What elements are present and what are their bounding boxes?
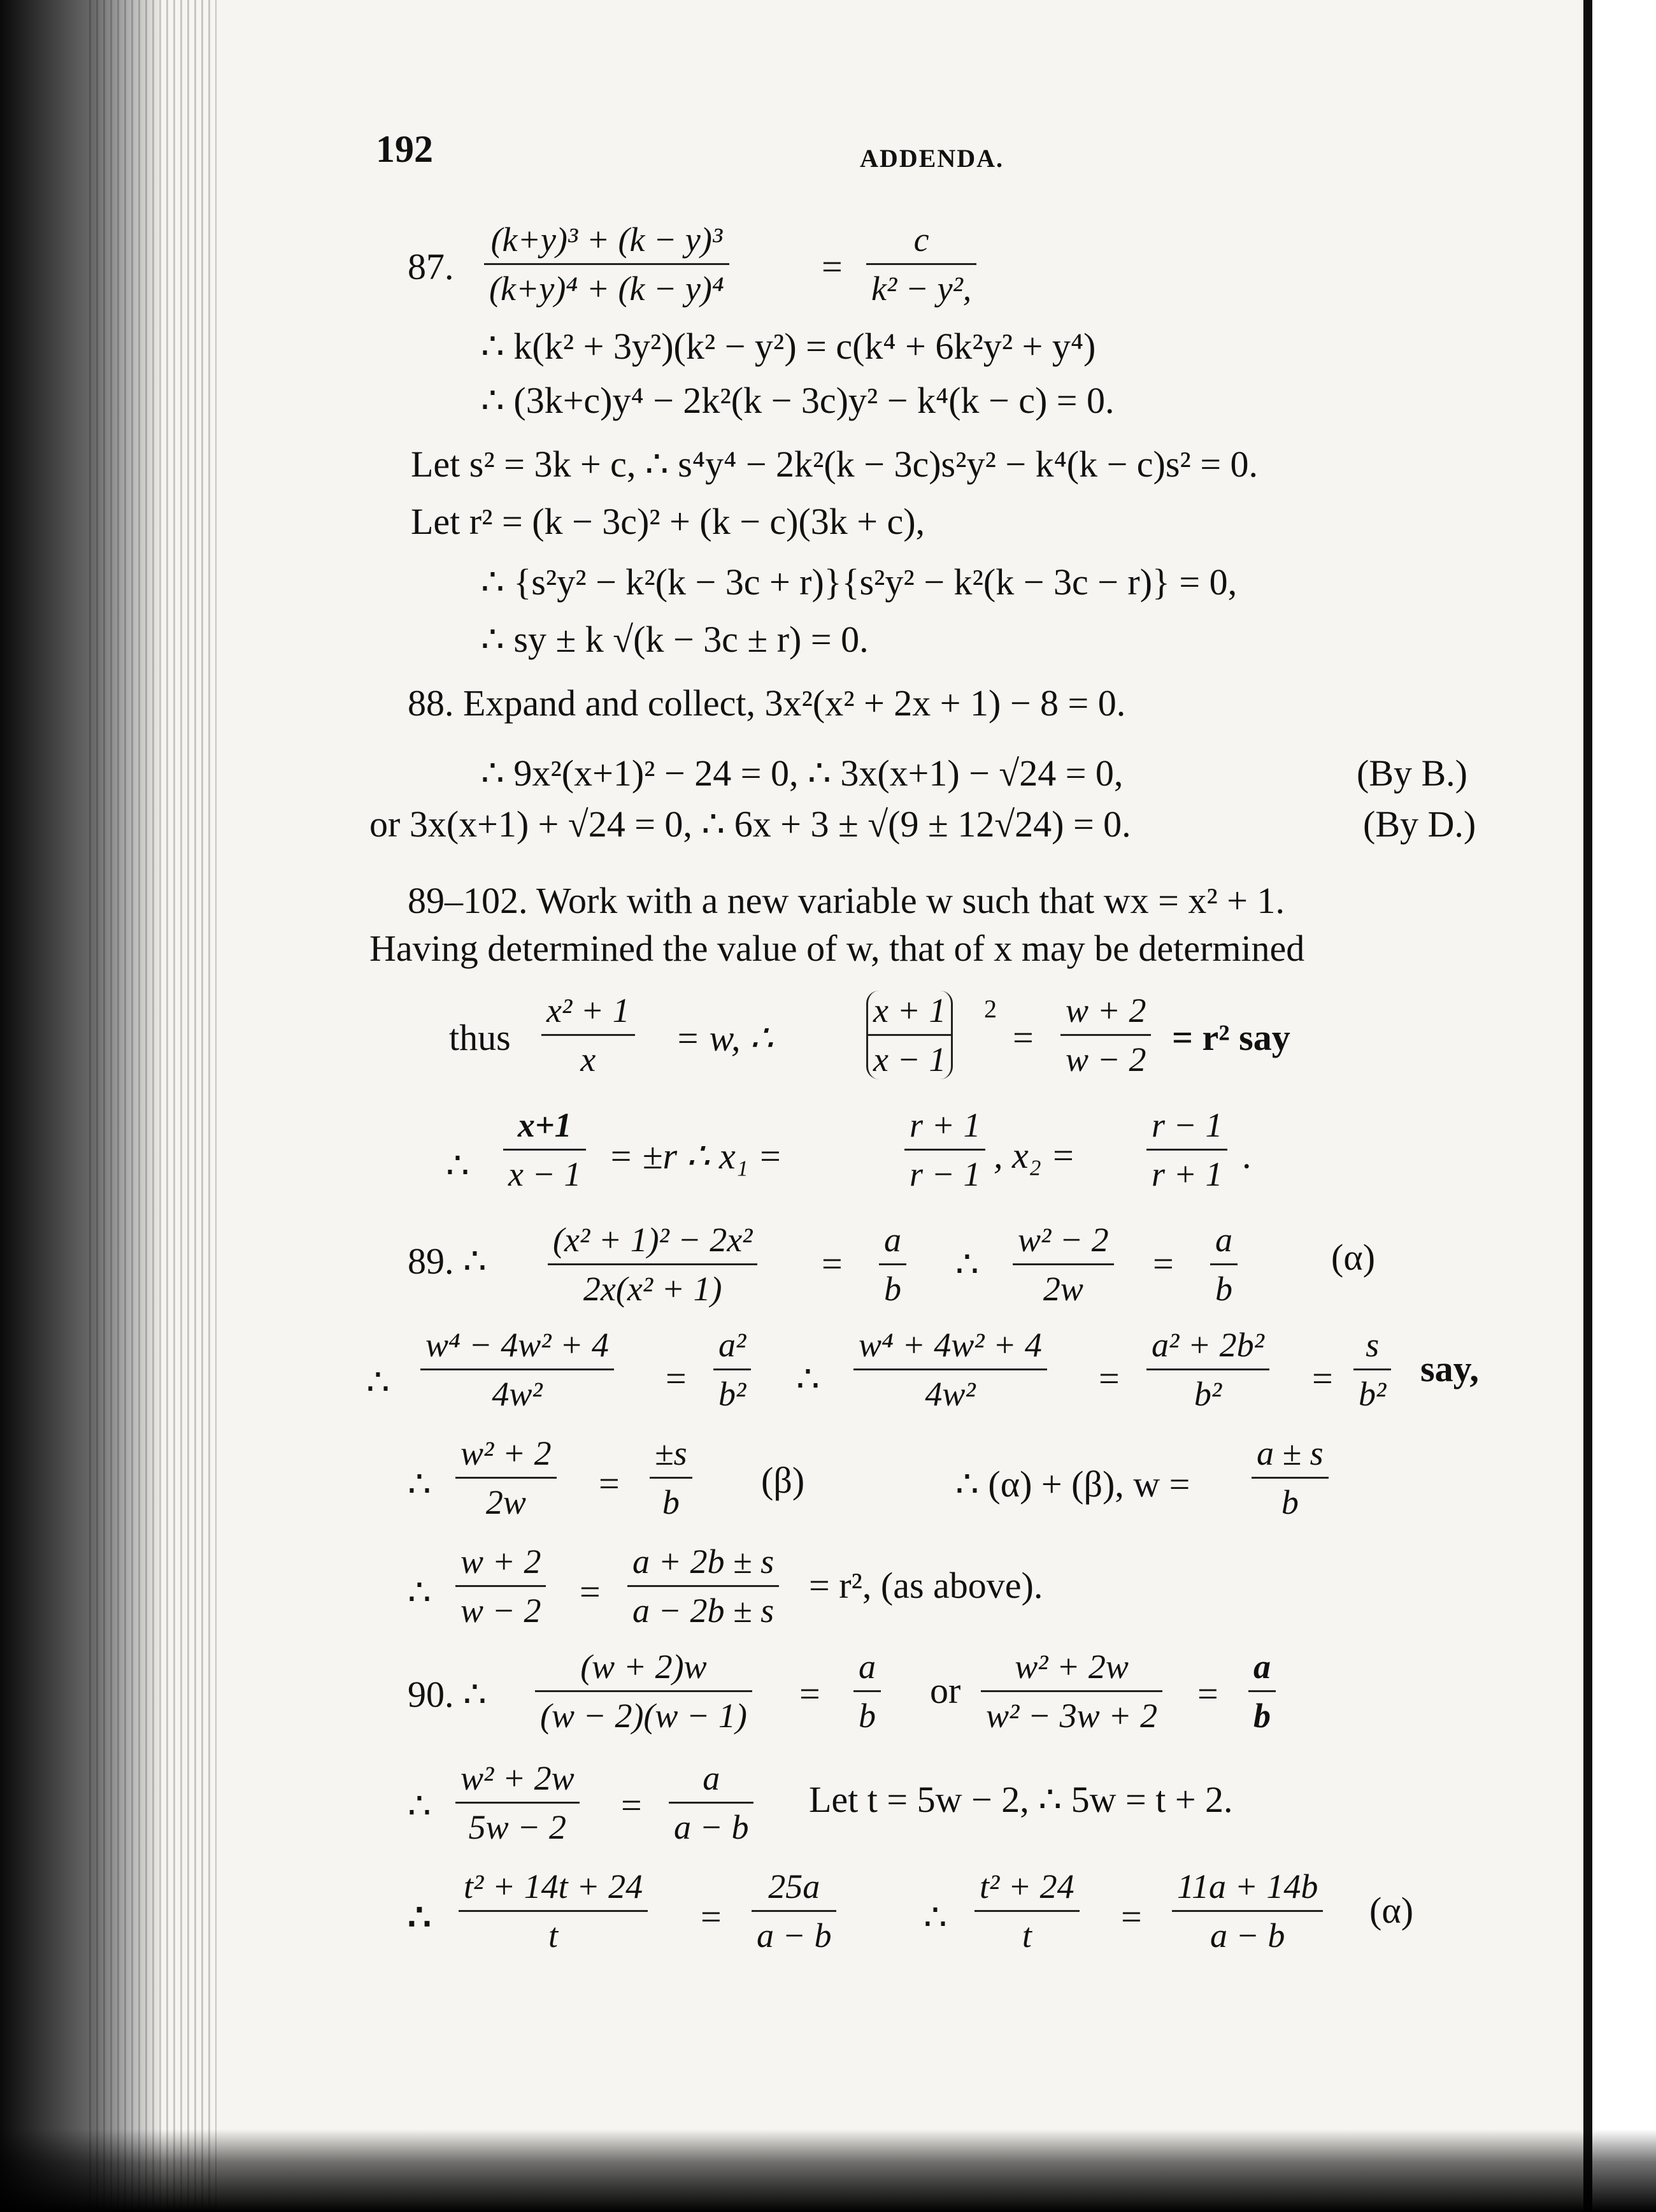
period: . — [1242, 1135, 1252, 1176]
fraction-numerator: (k+y)³ + (k − y)³ — [484, 220, 729, 265]
fraction-numerator: (x² + 1)² − 2x² — [548, 1220, 757, 1265]
fraction-numerator: r + 1 — [904, 1105, 985, 1151]
fraction-denominator: (k+y)⁴ + (k − y)⁴ — [489, 269, 724, 308]
fraction — [420, 1325, 614, 1414]
therefore-symbol: ∴ — [366, 1361, 390, 1403]
bottom-shadow — [0, 2129, 1656, 2212]
fraction — [1252, 1433, 1329, 1522]
problem-89-label: 89. ∴ — [408, 1240, 487, 1282]
fraction-numerator: x² + 1 — [541, 991, 635, 1036]
equation-tail: = r² say — [1172, 1017, 1290, 1058]
fraction-numerator: w + 2 — [1060, 991, 1151, 1036]
fraction-numerator: w⁴ − 4w² + 4 — [420, 1325, 614, 1370]
equals-sign: = — [1312, 1358, 1333, 1399]
fraction-numerator: t² + 14t + 24 — [459, 1867, 648, 1912]
equation-line: ∴ {s²y² − k²(k − 3c + r)}{s²y² − k²(k − 3c − r)} = 0, — [481, 561, 1238, 603]
fraction-numerator: t² + 24 — [974, 1867, 1080, 1912]
equals-sign: = — [621, 1785, 642, 1826]
fraction-numerator: s — [1353, 1325, 1391, 1370]
fraction — [548, 1220, 757, 1309]
fraction — [455, 1542, 546, 1630]
equation-connector: , x₂ = — [994, 1135, 1076, 1176]
fraction-numerator: x + 1 — [868, 991, 951, 1036]
fraction-numerator: x+1 — [503, 1105, 586, 1151]
fraction-denominator: t — [1022, 1916, 1032, 1955]
fraction-denominator: b — [859, 1697, 876, 1735]
therefore-symbol: ∴ — [408, 1785, 431, 1827]
fraction — [455, 1758, 580, 1847]
equation-tag: (α) — [1369, 1890, 1414, 1931]
fraction-denominator: b² — [1359, 1375, 1387, 1414]
fraction-denominator: k² − y², — [871, 269, 972, 308]
fraction — [1248, 1647, 1276, 1735]
equals-sign: = — [580, 1571, 601, 1612]
page-number: 192 — [376, 128, 433, 170]
word-thus: thus — [449, 1017, 511, 1058]
fraction — [752, 1867, 836, 1955]
fraction-denominator: (w − 2)(w − 1) — [540, 1697, 747, 1735]
equals-sign: = — [599, 1463, 620, 1504]
fraction-numerator: w² − 2 — [1013, 1220, 1114, 1265]
fraction-denominator: w − 2 — [1066, 1040, 1146, 1079]
therefore-symbol: ∴ — [924, 1897, 947, 1938]
right-margin-border — [1583, 0, 1656, 2212]
fraction-denominator: 2w — [485, 1483, 526, 1522]
equals-sign: = — [1121, 1896, 1142, 1937]
equation-connector: ∴ (α) + (β), w = — [955, 1463, 1190, 1505]
fraction-denominator: 2x(x² + 1) — [583, 1270, 722, 1309]
equation-line: Let t = 5w − 2, ∴ 5w = t + 2. — [809, 1779, 1233, 1820]
fraction-denominator: x — [580, 1040, 596, 1079]
fraction — [1353, 1325, 1391, 1414]
equation-tag: (α) — [1331, 1237, 1376, 1278]
equation-line: or 3x(x+1) + √24 = 0, ∴ 6x + 3 ± √(9 ± 12√24) = 0. — [369, 803, 1131, 845]
word-say: say, — [1420, 1348, 1479, 1390]
fraction-denominator: 5w − 2 — [468, 1808, 567, 1847]
fraction-denominator: a − b — [757, 1916, 832, 1955]
fraction-numerator: a — [1248, 1647, 1276, 1692]
reference-note: (By B.) — [1357, 752, 1467, 794]
therefore-symbol: ∴ — [408, 1897, 431, 1938]
fraction-numerator: a + 2b ± s — [627, 1542, 779, 1587]
equation-line: ∴ sy ± k √(k − 3c ± r) = 0. — [481, 619, 869, 660]
fraction-denominator: 4w² — [925, 1375, 976, 1414]
fraction-numerator: a — [1210, 1220, 1238, 1265]
fraction — [535, 1647, 752, 1735]
fraction-denominator: a − 2b ± s — [632, 1591, 774, 1630]
fraction-numerator: r − 1 — [1146, 1105, 1227, 1151]
equals-sign: = — [1099, 1358, 1120, 1399]
problem-89-102-statement: 89–102. Work with a new variable w such that wx = x² + 1. — [408, 880, 1285, 921]
fraction-numerator: a — [879, 1220, 906, 1265]
fraction — [459, 1867, 648, 1955]
fraction-numerator: (w + 2)w — [535, 1647, 752, 1692]
equals-sign: = — [1013, 1017, 1034, 1058]
fraction — [853, 1325, 1047, 1414]
fraction-denominator: r − 1 — [910, 1155, 981, 1194]
equals-sign: = — [1153, 1243, 1174, 1284]
fraction-denominator: x − 1 — [873, 1040, 946, 1079]
reference-note: (By D.) — [1363, 803, 1476, 845]
fraction-denominator: b² — [718, 1375, 746, 1414]
fraction — [541, 991, 635, 1079]
fraction-denominator: r + 1 — [1152, 1155, 1223, 1194]
fraction — [650, 1433, 692, 1522]
therefore-symbol: ∴ — [408, 1572, 431, 1613]
fraction-denominator: a − b — [674, 1808, 749, 1847]
therefore-symbol: ∴ — [408, 1463, 431, 1505]
fraction-denominator: b — [1253, 1697, 1271, 1735]
fraction-numerator: a — [669, 1758, 753, 1804]
paragraph-line: Having determined the value of w, that of x may be determined — [369, 928, 1305, 969]
fraction — [627, 1542, 779, 1630]
fraction — [669, 1758, 753, 1847]
fraction-denominator: b — [884, 1270, 901, 1309]
equation-line: ∴ k(k² + 3y²)(k² − y²) = c(k⁴ + 6k²y² + y⁴) — [481, 326, 1096, 367]
fraction-numerator: c — [866, 220, 976, 265]
page-edges — [89, 0, 217, 2212]
fraction-denominator: 2w — [1043, 1270, 1083, 1309]
fraction-denominator: w² − 3w + 2 — [986, 1697, 1158, 1735]
fraction-numerator: a² + 2b² — [1146, 1325, 1269, 1370]
fraction — [904, 1105, 985, 1194]
fraction-numerator: ±s — [650, 1433, 692, 1479]
fraction — [1060, 991, 1151, 1079]
fraction-numerator: a ± s — [1252, 1433, 1329, 1479]
problem-87-rhs-fraction — [866, 220, 976, 308]
problem-87-fraction — [484, 220, 729, 308]
fraction-denominator: t — [548, 1916, 559, 1955]
therefore-symbol: ∴ — [796, 1358, 820, 1400]
equation-connector: = w, ∴ — [675, 1017, 773, 1059]
fraction-denominator: b — [662, 1483, 680, 1522]
problem-87-label: 87. — [408, 246, 454, 287]
fraction-denominator: b — [1215, 1270, 1232, 1309]
fraction — [1146, 1325, 1269, 1414]
fraction — [713, 1325, 751, 1414]
fraction-numerator: a² — [713, 1325, 751, 1370]
fraction-denominator: 4w² — [492, 1375, 543, 1414]
fraction-numerator: 25a — [752, 1867, 836, 1912]
equals-sign: = — [701, 1896, 722, 1937]
equation-line: ∴ 9x²(x+1)² − 24 = 0, ∴ 3x(x+1) − √24 = 0, — [481, 752, 1124, 794]
fraction — [879, 1220, 906, 1309]
fraction-denominator: b — [1281, 1483, 1299, 1522]
fraction-numerator: 11a + 14b — [1172, 1867, 1323, 1912]
fraction — [503, 1105, 586, 1194]
equals-sign: = — [799, 1673, 820, 1714]
fraction-numerator: w² + 2w — [455, 1758, 580, 1804]
fraction — [1013, 1220, 1114, 1309]
fraction — [1146, 1105, 1227, 1194]
equals-sign: = — [822, 1243, 843, 1284]
fraction-denominator: x − 1 — [508, 1155, 582, 1194]
fraction-denominator: w − 2 — [460, 1591, 541, 1630]
equals-sign: = — [666, 1358, 687, 1399]
word-or: or — [930, 1670, 961, 1711]
equation-line: ∴ (3k+c)y⁴ − 2k²(k − 3c)y² − k⁴(k − c) = 0. — [481, 380, 1115, 421]
fraction-numerator: w² + 2w — [981, 1647, 1162, 1692]
bracketed-fraction — [866, 991, 953, 1079]
fraction — [981, 1647, 1162, 1735]
fraction-denominator: b² — [1194, 1375, 1222, 1414]
fraction — [853, 1647, 881, 1735]
fraction-numerator: a — [853, 1647, 881, 1692]
exponent: 2 — [984, 995, 997, 1023]
equation-line: Let s² = 3k + c, ∴ s⁴y⁴ − 2k²(k − 3c)s²y² − k⁴(k − c)s² = 0. — [411, 443, 1259, 485]
fraction-numerator: w² + 2 — [455, 1433, 557, 1479]
equation-connector: = ±r ∴ x₁ = — [608, 1135, 783, 1177]
fraction-numerator: w⁴ + 4w² + 4 — [853, 1325, 1047, 1370]
equation-line: Let r² = (k − 3c)² + (k − c)(3k + c), — [411, 501, 925, 542]
equals-sign: = — [822, 246, 843, 287]
fraction — [974, 1867, 1080, 1955]
problem-90-label: 90. ∴ — [408, 1674, 487, 1715]
running-title: ADDENDA. — [860, 144, 1004, 173]
equals-sign: = — [1197, 1673, 1218, 1714]
fraction — [1172, 1867, 1323, 1955]
therefore-symbol: ∴ — [446, 1145, 469, 1186]
fraction — [1210, 1220, 1238, 1309]
fraction-numerator: w + 2 — [455, 1542, 546, 1587]
fraction — [455, 1433, 557, 1522]
problem-88-statement: 88. Expand and collect, 3x²(x² + 2x + 1) − 8 = 0. — [408, 682, 1126, 724]
therefore-symbol: ∴ — [955, 1244, 979, 1285]
equation-tail: = r², (as above). — [809, 1565, 1043, 1606]
fraction-denominator: a − b — [1210, 1916, 1285, 1955]
equation-tag: (β) — [761, 1460, 805, 1501]
